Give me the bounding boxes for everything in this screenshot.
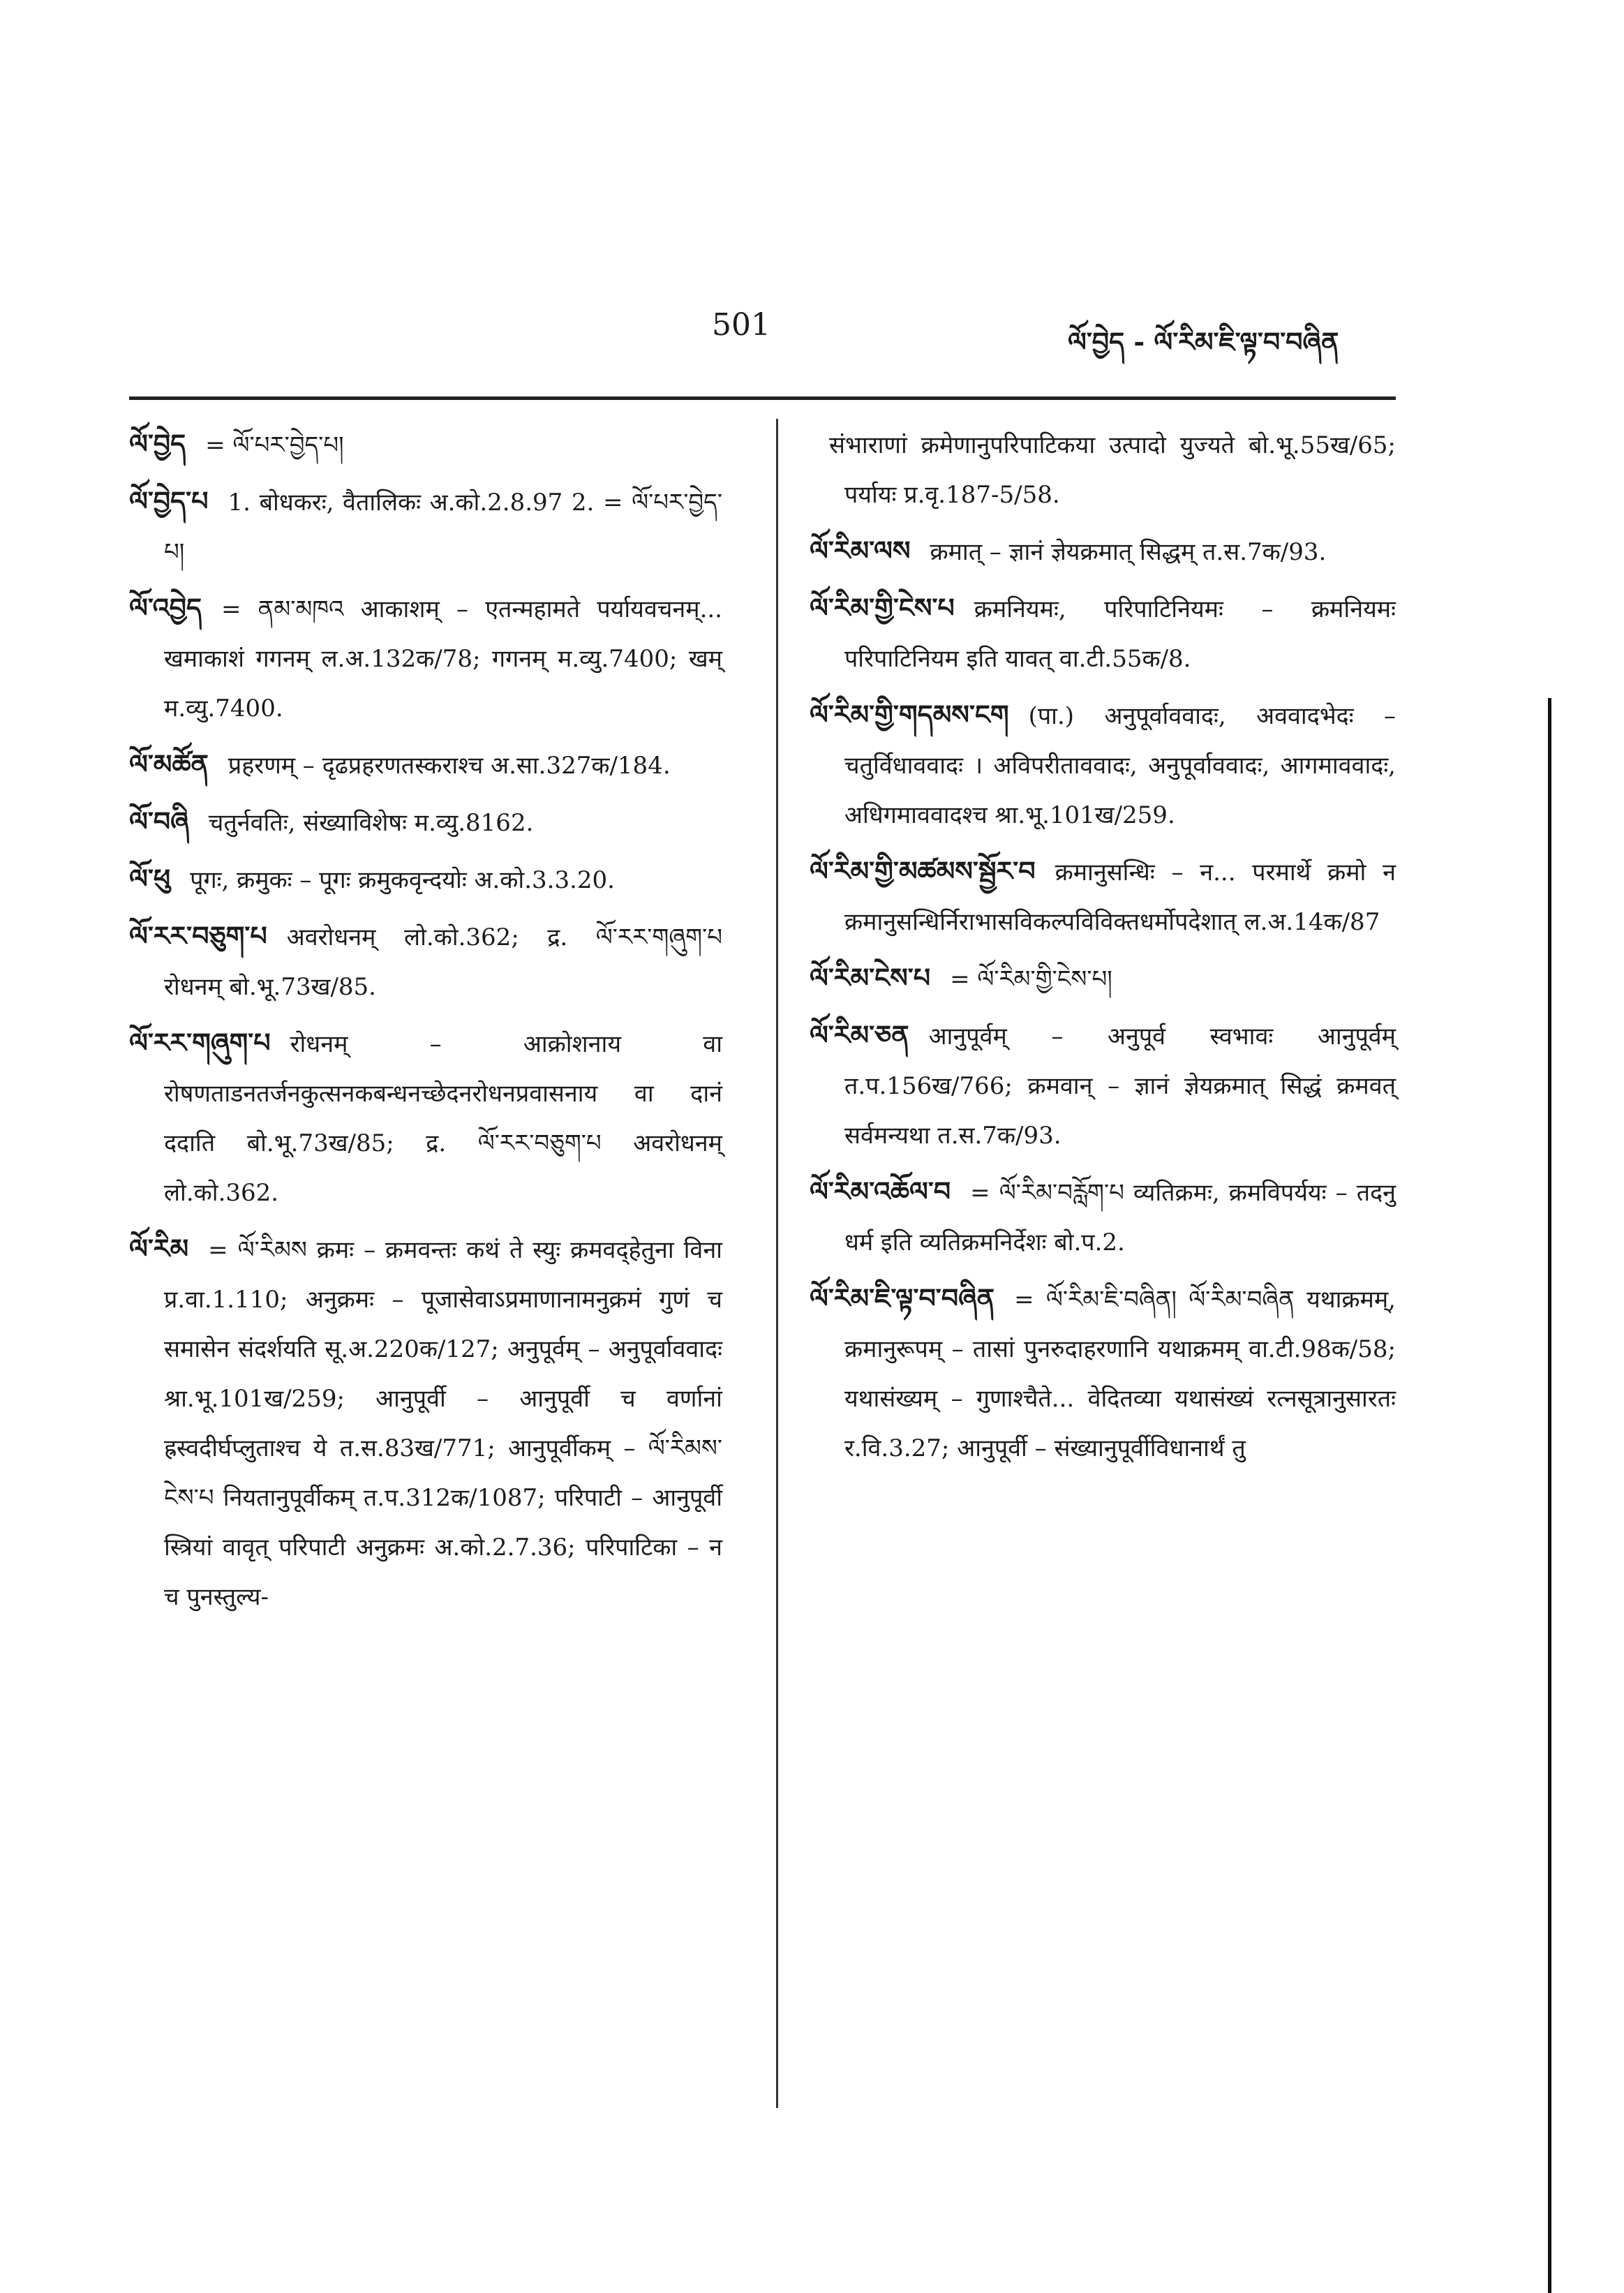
entry-body: = ལོ་རིམ་གྱི་ངེས་པ།: [950, 965, 1112, 993]
page-edge-rule: [1548, 698, 1551, 2293]
entry-body: पूगः, क्रमुकः – पूगः क्रमुकवृन्दयोः अ.को.3.3.20.: [190, 866, 615, 894]
dictionary-entry: [129, 739, 722, 791]
dictionary-entry: [810, 1166, 1396, 1268]
left-column: [129, 419, 722, 1628]
dictionary-entry: [129, 796, 722, 848]
headword: ལོ་རིམ་གྱི་གདམས་ངག: [810, 699, 1009, 730]
entry-body: क्रमनियमः, परिपाटिनियमः – क्रमनियमः परिपाटिनियम इति यावत् वा.टी.55क/8.: [844, 595, 1396, 673]
dictionary-entry: [810, 846, 1396, 947]
dictionary-entry: [810, 419, 1396, 520]
headword: ལོ་མཚོན: [129, 748, 209, 780]
entry-body: = ནམ་མཁའ आकाशम् – एतन्महामते पर्यायवचनम्... खमाकाशं गगनम् ल.अ.132क/78; गगनम् म.व्यु.7400; खम् म.व्यु.7400.: [164, 595, 722, 722]
headword: ལོ་རར་གཞུག་པ: [129, 1027, 271, 1058]
headword: ལོ་རིམ་གྱི་མཚམས་སྦྱོར་བ: [810, 855, 1036, 886]
entry-body: चतुर्नवतिः, संख्याविशेषः म.व्यु.8162.: [208, 809, 534, 837]
right-column: [810, 419, 1396, 1479]
dictionary-entry: [129, 583, 722, 734]
column-divider: [776, 419, 778, 2108]
entry-body: (पा.) अनुपूर्वाववादः, अववादभेदः – चतुर्विधाववादः । अविपरीताववादः, अनुपूर्वाववादः, आगमाववादः, अधिगमाववादश्च श्रा.भू.101ख/259.: [844, 702, 1396, 829]
entry-body: क्रमात् – ज्ञानं ज्ञेयक्रमात् सिद्धम् त.स.7क/93.: [930, 538, 1327, 566]
dictionary-entry: [129, 419, 722, 470]
dictionary-entry: [129, 911, 722, 1012]
headword: ལོ་རིམ་འཆོལ་བ: [810, 1175, 951, 1207]
headword: ལོ་བཞི: [129, 806, 189, 837]
dictionary-entry: [810, 1010, 1396, 1161]
dictionary-entry: [810, 953, 1396, 1004]
page-number: 501: [712, 307, 770, 343]
dictionary-entry: [129, 1224, 722, 1622]
headword: ལོ་བྱེད: [129, 428, 186, 459]
entry-body: 1. बोधकरः, वैतालिकः अ.को.2.8.97 2. = ལོ་པར་བྱེད་པ།: [164, 489, 722, 566]
entry-body: = ལོ་རིམ་བརློག་པ व्यतिक्रमः, क्रमविपर्ययः – तदनु धर्म इति व्यतिक्रमनिर्देशः बो.प.2.: [844, 1179, 1396, 1256]
headword: ལོ་རར་བཅུག་པ: [129, 920, 267, 951]
entry-body: = ལོ་རིམ་ཇི་བཞིན། ལོ་རིམ་བཞིན यथाक्रमम्, क्रमानुरूपम् – तासां पुनरुदाहरणानि यथाक्रमम् वा.टी.98क/58; यथासंख्यम् – गुणाश्चैते... वेदितव्या यथासंख्यं रत्नसूत्रानुसारतः र.वि.3.27; आनुपूर्वी – संख्यानुपूर्वीविधानार्थं तु: [844, 1286, 1396, 1462]
entry-body: = ལོ་རིམས क्रमः – क्रमवन्तः कथं ते स्युः क्रमवद्हेतुना विना प्र.वा.1.110; अनुक्रमः – पूजासेवाऽप्रमाणानामनुक्रमं गुणं च समासेन संदर्शयति सू.अ.220क/127; अनुपूर्वम् – अनुपूर्वाववादः श्रा.भू.101ख/259; आनुपूर्वी – आनुपूर्वी च वर्णानां ह्रस्वदीर्घप्लुताश्च ये त.स.83ख/771; आनुपूर्वीकम् – ལོ་རིམས་ངེས་པ नियतानुपूर्वीकम् त.प.312क/1087; परिपाटी – आनुपूर्वी स्त्रियां वावृत् परिपाटी अनुक्रमः अ.को.2.7.36; परिपाटिका – न च पुनस्तुल्य-: [164, 1236, 722, 1611]
dictionary-entry: [129, 854, 722, 905]
entry-body: आनुपूर्वम् – अनुपूर्व स्वभावः आनुपूर्वम् त.प.156ख/766; क्रमवान् – ज्ञानं ज्ञेयक्रमात् सिद्धं क्रमवत् सर्वमन्यथा त.स.7क/93.: [844, 1023, 1396, 1150]
dictionary-entry: [810, 690, 1396, 840]
dictionary-entry: [810, 526, 1396, 577]
dictionary-entry: [810, 583, 1396, 684]
entry-body: प्रहरणम् – दृढप्रहरणतस्कराश्च अ.सा.327क/184.: [228, 752, 671, 780]
dictionary-entry: [129, 1018, 722, 1218]
dictionary-entry: [129, 476, 722, 577]
headword: ལོ་བྱེད་པ: [129, 485, 209, 517]
headword: ལོ་རིམ་ངེས་པ: [810, 962, 931, 993]
entry-body: = ལོ་པར་བྱེད་པ།: [205, 431, 344, 459]
headword: ལོ་རིམ་ལས: [810, 535, 911, 566]
dictionary-entry: [810, 1273, 1396, 1474]
running-head: ལོ་བྱེད - ལོ་རིམ་ཇི་ལྟ་བ་བཞིན: [1068, 326, 1339, 357]
headword: ལོ་རིམ་གྱི་ངེས་པ: [810, 592, 955, 623]
headword: ལོ་རིམ: [129, 1233, 189, 1264]
entry-body: संभाराणां क्रमेणानुपरिपाटिकया उत्पादो युज्यते बो.भू.55ख/65; पर्यायः प्र.वृ.187-5/58.: [829, 431, 1396, 509]
entry-body: क्रमानुसन्धिः – न... परमार्थे क्रमो न क्रमानुसन्धिर्निराभासविकल्पविविक्तधर्मोपदेशात् ल.अ.14क/87: [844, 859, 1396, 936]
entry-body: अवरोधनम् लो.को.362; द्र. ལོ་རར་གཞུག་པ रोधनम् बो.भू.73ख/85.: [164, 923, 722, 1001]
headword: ལོ་འབྱེད: [129, 592, 202, 623]
top-rule: [129, 396, 1396, 400]
headword: ལོ་རིམ་ཅན: [810, 1019, 909, 1051]
headword: ལོ་ཕུ: [129, 863, 171, 894]
headword: ལོ་རིམ་ཇི་ལྟ་བ་བཞིན: [810, 1282, 995, 1314]
entry-body: रोधनम् – आक्रोशनाय वा रोषणताडनतर्जनकुत्सनकबन्धनच्छेदनरोधनप्रवासनाय वा दानं ददाति बो.भू.73ख/85; द्र. ལོ་རར་བཅུག་པ अवरोधनम् लो.को.362.: [164, 1030, 722, 1207]
